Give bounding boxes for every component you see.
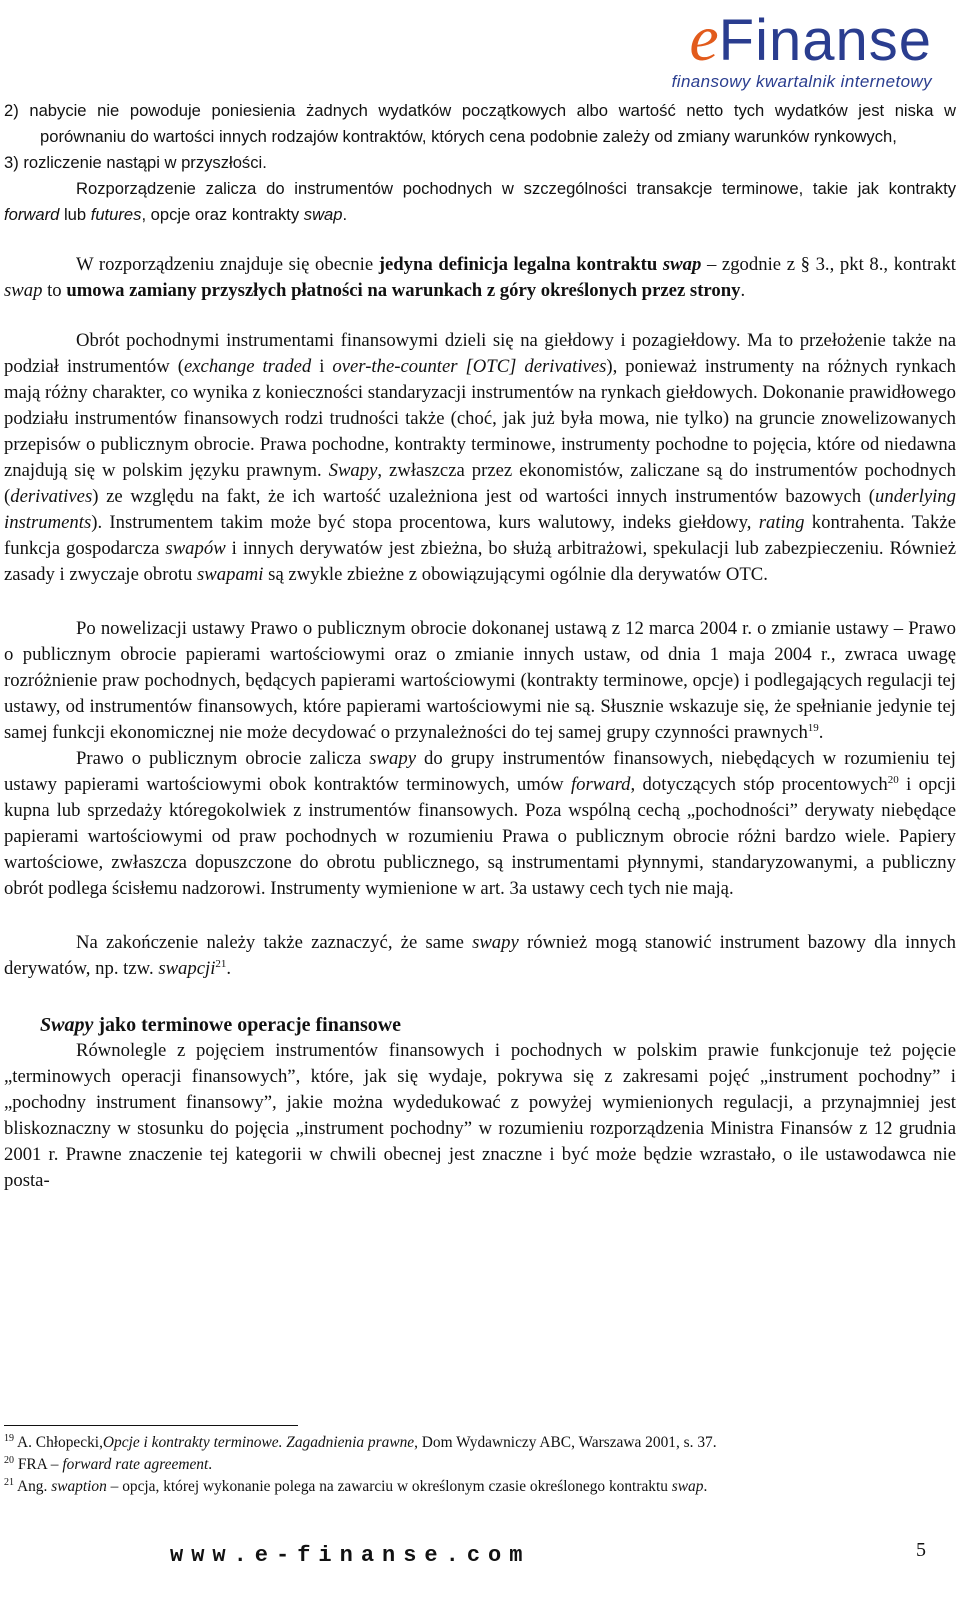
paragraph-regulation: Rozporządzenie zalicza do instrumentów pochodnych w szczególności transakcje terminowe, takie jak kontrakty forward lub futures, opcje oraz kontrakty swap. bbox=[4, 179, 956, 224]
article-body bbox=[4, 98, 956, 1194]
paragraph-conclusion: Na zakończenie należy także zaznaczyć, że same swapy również mogą stanowić instrument bazowy dla innych derywatów, np. tzw. swapcji$^{21}$. bbox=[4, 932, 956, 979]
footnote-divider bbox=[4, 1425, 298, 1426]
logo-wordmark: Finanse bbox=[718, 8, 932, 73]
list-item-2: 2) nabycie nie powoduje poniesienia żadnych wydatków początkowych albo wartość netto tych wydatków jest niska w porównaniu do wartości innych rodzajów kontraktów, których cena podobnie zależy od zmiany warunków rynkowych, bbox=[4, 101, 956, 146]
footnote-20: $^{20}$ FRA – forward rate agreement. bbox=[4, 1454, 213, 1473]
paragraph-amendment: Po nowelizacji ustawy Prawo o publicznym obrocie dokonanej ustawą z 12 marca 2004 r. o zmianie ustawy – Prawo o publicznym obrocie papierami wartościowymi oraz o zmianie innych ustaw, od dnia 1 maja 2004 r., zwraca uwagę rozróżnienie praw pochodnych, będących papierami wartościowymi (kontrakty terminowe, opcje) i podlegających regulacji tej ustawy, od instrumentów finansowych, które papierami wartościowymi nie są. Słusznie wskazuje się, że spełnianie jedynie tej samej funkcji ekonomicznej nie może decydować o przynależności do tej samej grupy czynności prawnych$^{19}$. bbox=[4, 618, 956, 743]
section-heading: Swapy jako terminowe operacje finansowe bbox=[40, 1014, 402, 1036]
paragraph-forward-operations: Równolegle z pojęciem instrumentów finansowych i pochodnych w polskim prawie funkcjonuje też pojęcie „terminowych operacji finansowych”, które, jak się wydaje, pokrywa się z zakresami pojęć „instrument pochodny” i „pochodny instrument finansowy”, jakie można wydedukować z powyżej wymienionych regulacji, a przynajmniej jest bliskoznaczny w stosunku do pojęcia „instrument pochodny” w rozumieniu rozporządzenia Ministra Finansów z 12 grudnia 2001 r. Prawne znaczenie tej kategorii w chwili obecnej jest znaczne i być może będzie wzrastało, o ile ustawodawca nie posta- bbox=[4, 1040, 956, 1191]
logo-e-letter: e bbox=[689, 2, 719, 75]
footer-website: www.e-finanse.com bbox=[170, 1543, 531, 1568]
paragraph-swap-definition: W rozporządzeniu znajduje się obecnie jedyna definicja legalna kontraktu swap – zgodnie z § 3., pkt 8., kontrakt swap to umowa zamiany przyszłych płatności na warunkach z góry określonych przez strony. bbox=[4, 254, 956, 301]
page-number: 5 bbox=[916, 1539, 926, 1561]
list-item-3: 3) rozliczenie nastąpi w przyszłości. bbox=[4, 153, 267, 172]
paragraph-trading: Obrót pochodnymi instrumentami finansowymi dzieli się na giełdowy i pozagiełdowy. Ma to przełożenie także na podział instrumentów (exchange traded i over-the-counter [OTC] derivatives), ponieważ instrumenty na różnych rynkach mają różny charakter, co wynika z konieczności standaryzacji instrumentów na rynkach giełdowych. Dokonanie prawidłowego podziału instrumentów finansowych rodzi trudności także (choć, jak już była mowa, nie tylko) na gruncie znowelizowanych przepisów o publicznym obrocie. Prawa pochodne, kontrakty terminowe, instrumenty pochodne to pojęcia, które od niedawna znajdują się w polskim języku prawnym. Swapy, zwłaszcza przez ekonomistów, zaliczane są do instrumentów pochodnych (derivatives) ze względu na fakt, że ich wartość uzależniona jest od wartości innych instrumentów bazowych (underlying instruments). Instrumentem takim może być stopa procentowa, kurs walutowy, indeks giełdowy, rating kontrahenta. Także funkcja gospodarcza swapów i innych derywatów jest zbieżna, bo służą arbitrażowi, spekulacji lub zabezpieczeniu. Również zasady i zwyczaje obrotu swapami są zwykle zbieżne z obowiązującymi ogólnie dla derywatów OTC. bbox=[4, 330, 957, 585]
footnote-19: $^{19}$ A. Chłopecki,Opcje i kontrakty terminowe. Zagadnienia prawne, Dom Wydawniczy ABC, Warszawa 2001, s. 37. bbox=[4, 1432, 717, 1451]
paragraph-public-trading-law: Prawo o publicznym obrocie zalicza swapy do grupy instrumentów finansowych, niebędących w rozumieniu tej ustawy papierami wartościowymi obok kontraktów terminowych, umów forward, dotyczących stóp procentowych$^{20}$ i opcji kupna lub sprzedaży któregokolwiek z instrumentów finansowych. Poza wspólną cechą „pochodności” derywaty niebędące papierami wartościowymi od praw pochodnych w rozumieniu Prawa o publicznym obrocie różni bardzo wiele. Papiery wartościowe, zwłaszcza dopuszczone do obrotu publicznego, są instrumentami płynnymi, standaryzowanymi, a publiczny obrót podlega ścisłemu nadzorowi. Instrumenty wymienione w art. 3a ustawy cech tych nie mają. bbox=[4, 748, 957, 899]
efinanse-logo bbox=[632, 4, 932, 92]
footnotes bbox=[4, 1432, 954, 1498]
footnote-21: $^{21}$ Ang. swaption – opcja, której wykonanie polega na zawarciu w określonym czasie określonego kontraktu swap. bbox=[4, 1476, 708, 1495]
logo-tagline: finansowy kwartalnik internetowy bbox=[671, 72, 932, 91]
